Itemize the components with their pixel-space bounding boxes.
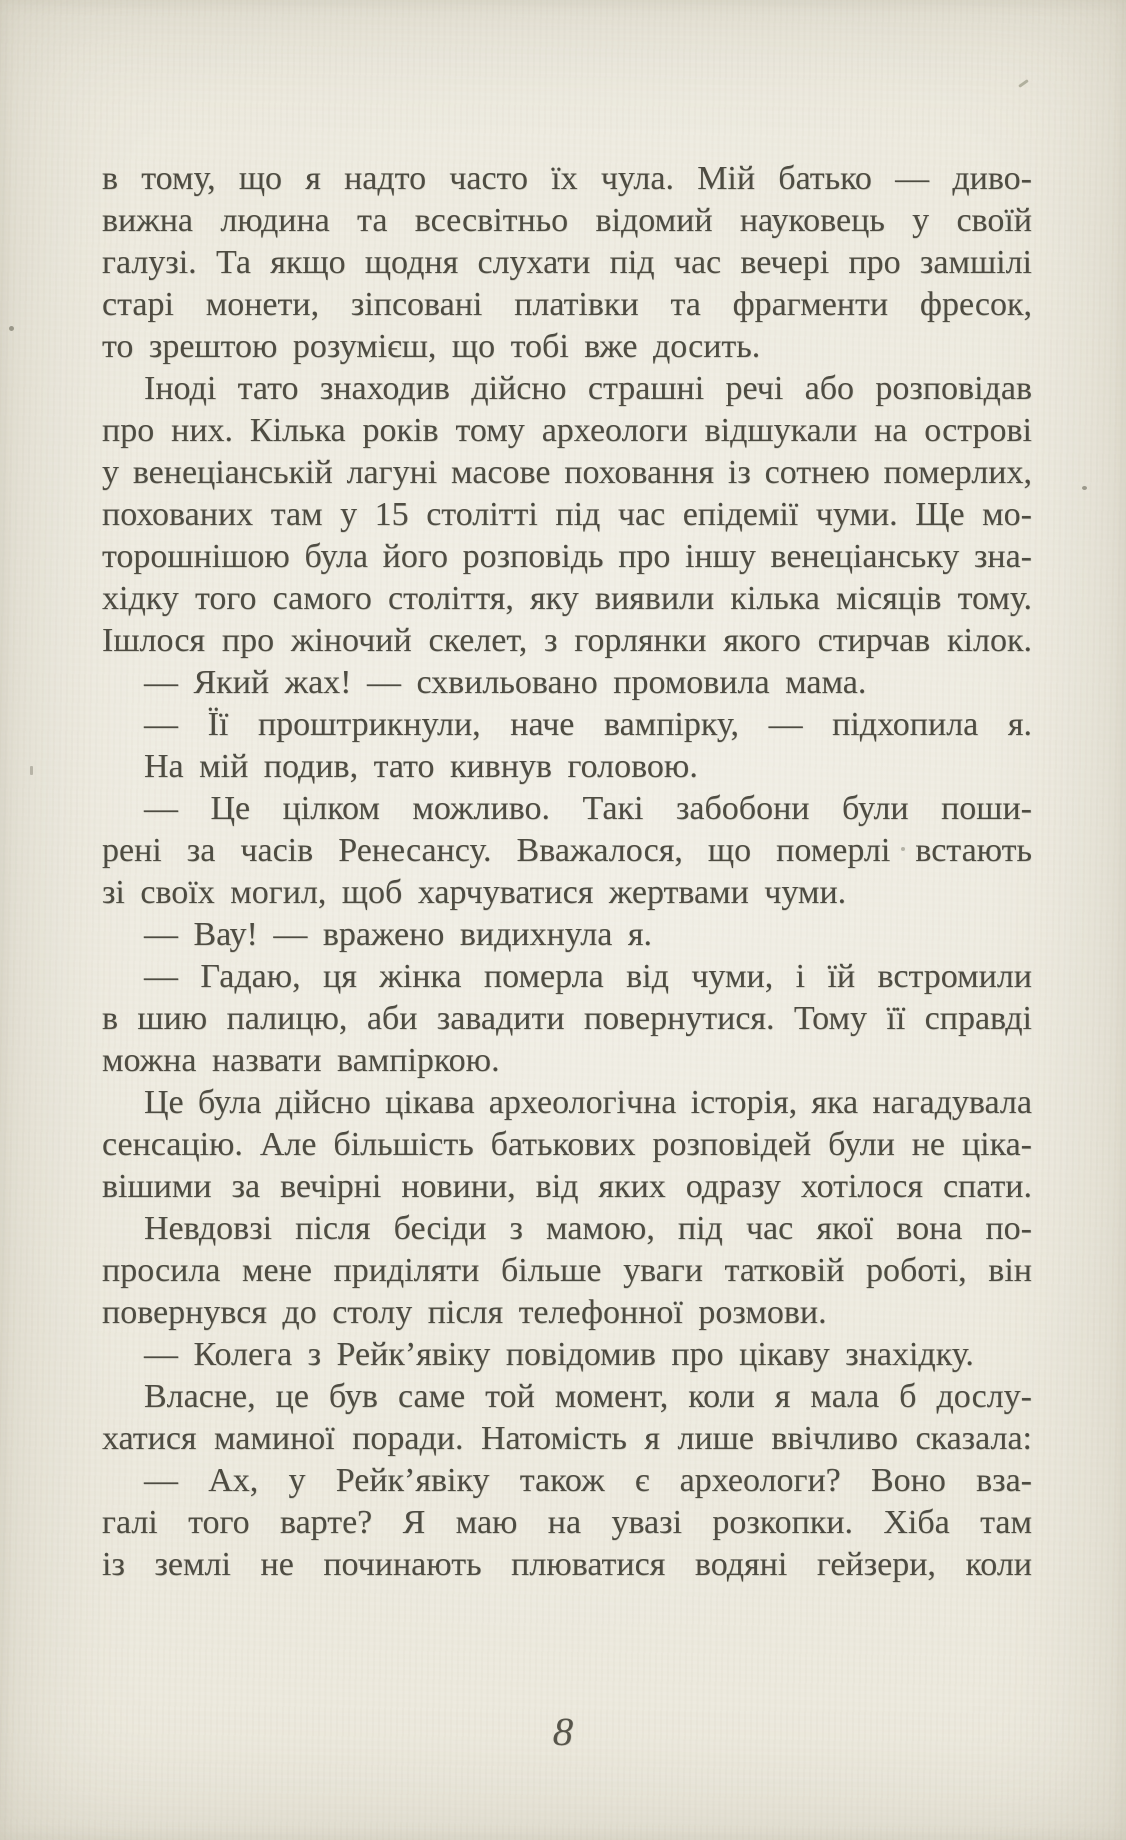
text-line: вішими за вечірні новини, від яких одразу хотілося спати. — [102, 1168, 1032, 1205]
text-line: — Колега з Рейк’явіку повідомив про цікаву знахідку. — [144, 1336, 974, 1373]
text-line: — Це цілком можливо. Такі забобони були поши- — [144, 790, 1032, 827]
text-line: торошнішою була його розповідь про іншу венеціанську зна- — [102, 538, 1032, 575]
text-line: просила мене приділяти більше уваги татковій роботі, він — [102, 1252, 1032, 1289]
text-line: хатися маминої поради. Натомість я лише ввічливо сказала: — [102, 1420, 1032, 1457]
text-line: вижна людина та всесвітньо відомий науковець у своїй — [102, 202, 1032, 239]
text-line: Іноді тато знаходив дійсно страшні речі або розповідав — [144, 370, 1032, 407]
text-line: — Вау! — вражено видихнула я. — [144, 916, 652, 953]
text-line: із землі не починають плюватися водяні гейзери, коли — [102, 1546, 1032, 1583]
text-line: Невдовзі після бесіди з мамою, під час якої вона по- — [144, 1210, 1032, 1247]
scan-speck — [1018, 79, 1029, 88]
text-line: — Ах, у Рейк’явіку також є археологи? Воно вза- — [144, 1462, 1032, 1499]
scan-speck — [1082, 486, 1087, 490]
text-line: то зрештою розумієш, що тобі вже досить. — [102, 328, 761, 365]
text-line: зі своїх могил, щоб харчуватися жертвами чуми. — [102, 874, 847, 911]
scan-speck — [901, 847, 905, 851]
text-line: про них. Кілька років тому археологи відшукали на острові — [102, 412, 1032, 449]
text-line: в тому, що я надто часто їх чула. Мій батько — диво- — [102, 160, 1032, 197]
text-line: На мій подив, тато кивнув головою. — [144, 748, 698, 785]
text-line: в шию палицю, аби завадити повернутися. Тому її справді — [102, 1000, 1032, 1037]
text-line: Це була дійсно цікава археологічна історія, яка нагадувала — [144, 1084, 1032, 1121]
text-line: — Гадаю, ця жінка померла від чуми, і їй встромили — [144, 958, 1032, 995]
text-line: галузі. Та якщо щодня слухати під час вечері про замшілі — [102, 244, 1032, 281]
text-line: похованих там у 15 столітті під час епідемії чуми. Ще мо- — [102, 496, 1032, 533]
text-line: можна назвати вампіркою. — [102, 1042, 500, 1079]
text-line: рені за часів Ренесансу. Вважалося, що померлі встають — [102, 832, 1032, 869]
scan-speck — [9, 326, 14, 331]
page-number: 8 — [552, 1708, 574, 1755]
text-line: — Який жах! — схвильовано промовила мама. — [144, 664, 867, 701]
text-line: Ішлося про жіночий скелет, з горлянки якого стирчав кілок. — [102, 622, 1032, 659]
text-line: у венеціанській лагуні масове поховання із сотнею померлих, — [102, 454, 1032, 491]
text-line: повернувся до столу після телефонної розмови. — [102, 1294, 827, 1331]
text-line: Власне, це був саме той момент, коли я мала б дослу- — [144, 1378, 1032, 1415]
text-line: галі того варте? Я маю на увазі розкопки. Хіба там — [102, 1504, 1032, 1541]
text-line: — Її проштрикнули, наче вампірку, — підхопила я. — [144, 706, 1032, 743]
text-line: сенсацію. Але більшість батькових розповідей були не ціка- — [102, 1126, 1032, 1163]
scan-speck — [30, 766, 33, 775]
text-line: хідку того самого століття, яку виявили кілька місяців тому. — [102, 580, 1032, 617]
text-line: старі монети, зіпсовані платівки та фрагменти фресок, — [102, 286, 1032, 323]
page-text — [102, 158, 1032, 1586]
